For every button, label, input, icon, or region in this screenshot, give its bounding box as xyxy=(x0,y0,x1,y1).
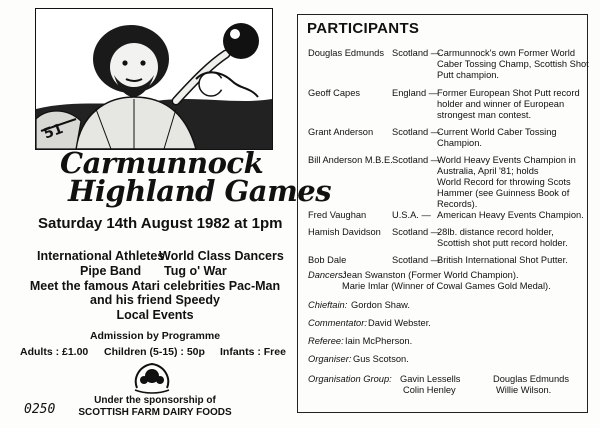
participant-desc: Scottish shot putt record holder. xyxy=(437,238,568,248)
sponsor-name: SCOTTISH FARM DAIRY FOODS xyxy=(78,407,232,418)
participant-desc: 28lb. distance record holder, xyxy=(437,227,554,237)
participant-desc: strongest man contest. xyxy=(437,110,532,120)
games-title-line2: Highland Games xyxy=(68,174,332,208)
participant-desc: World Record for throwing Scots xyxy=(437,177,571,187)
participant-name: Hamish Davidson xyxy=(308,227,381,237)
org-group-label: Organisation Group: xyxy=(308,374,392,384)
admission-heading: Admission by Programme xyxy=(89,330,221,342)
participant-desc: World Heavy Events Champion in xyxy=(437,155,576,165)
participant-desc: Current World Caber Tossing xyxy=(437,127,557,137)
admission-adults: Adults : £1.00 xyxy=(20,346,89,358)
participant-desc: Carmunnock's own Former World xyxy=(437,48,575,58)
chieftain-name: Gordon Shaw. xyxy=(351,300,410,310)
participant-name: Grant Anderson xyxy=(308,127,374,137)
flyer-illustration xyxy=(35,8,273,150)
participant-desc: Australia, April '81; holds xyxy=(437,166,539,176)
org-group-member: Willie Wilson. xyxy=(496,385,552,395)
participant-desc: British International Shot Putter. xyxy=(437,255,568,265)
jersey-number: 51 xyxy=(41,120,66,143)
referee-name: Iain McPherson. xyxy=(345,336,413,346)
dancers-label: Dancers: xyxy=(308,270,346,280)
commentator-name: David Webster. xyxy=(368,318,431,328)
participant-desc: Caber Tossing Champ, Scottish Shot xyxy=(437,59,589,69)
participant-country: Scotland — xyxy=(392,48,441,58)
sponsor-line1: Under the sponsorship of xyxy=(94,395,216,406)
handwritten-code: 0250 xyxy=(24,402,56,417)
feature-tug-o-war: Tug o' War xyxy=(164,264,227,278)
participant-name: Geoff Capes xyxy=(308,88,361,98)
event-date: Saturday 14th August 1982 at 1pm xyxy=(38,215,283,232)
commentator-label: Commentator: xyxy=(308,318,367,328)
organiser-name: Gus Scotson. xyxy=(353,354,409,364)
participants-heading: PARTICIPANTS xyxy=(307,20,420,37)
participant-desc: Former European Shot Putt record xyxy=(437,88,580,98)
feature-pipe-band: Pipe Band xyxy=(80,264,142,278)
participant-desc: Records). xyxy=(437,199,478,209)
games-title-line1: Carmunnock xyxy=(60,146,264,180)
participant-country: Scotland — xyxy=(392,127,441,137)
participant-country: U.S.A. — xyxy=(392,210,431,220)
participant-desc: Putt champion. xyxy=(437,70,500,80)
feature-celebrities-1: Meet the famous Atari celebrities Pac-Man xyxy=(29,279,281,293)
participant-country: Scotland — xyxy=(392,255,441,265)
feature-celebrities-2: and his friend Speedy xyxy=(90,293,220,307)
participant-desc: Champion. xyxy=(437,138,482,148)
organiser-label: Organiser: xyxy=(308,354,352,364)
participant-desc: Hammer (see Guinness Book of xyxy=(437,188,570,198)
sponsor-logo xyxy=(131,360,173,394)
feature-athletes: International Athletes xyxy=(37,249,165,263)
org-group-member: Douglas Edmunds xyxy=(493,374,569,384)
participant-country: Scotland — xyxy=(392,155,441,165)
feature-local-events: Local Events xyxy=(116,308,194,322)
referee-label: Referee: xyxy=(308,336,344,346)
participant-country: Scotland — xyxy=(392,227,441,237)
participant-name: Bob Dale xyxy=(308,255,347,265)
participant-name: Fred Vaughan xyxy=(308,210,367,220)
participant-desc: American Heavy Events Champion. xyxy=(437,210,584,220)
dancers-line1: Jean Swanston (Former World Champion). xyxy=(342,270,519,280)
admission-children: Children (5-15) : 50p xyxy=(104,346,205,358)
org-group-member: Gavin Lessells xyxy=(400,374,461,384)
admission-infants: Infants : Free xyxy=(220,346,286,358)
participant-name: Bill Anderson M.B.E. xyxy=(308,155,393,165)
dancers-line2: Marie Imlar (Winner of Cowal Games Gold Medal). xyxy=(342,281,551,291)
org-group-member: Colin Henley xyxy=(403,385,456,395)
participant-country: England — xyxy=(392,88,438,98)
chieftain-label: Chieftain: xyxy=(308,300,348,310)
feature-dancers: World Class Dancers xyxy=(159,249,284,263)
participant-name: Douglas Edmunds xyxy=(308,48,384,58)
participant-desc: holder and winner of European xyxy=(437,99,565,109)
